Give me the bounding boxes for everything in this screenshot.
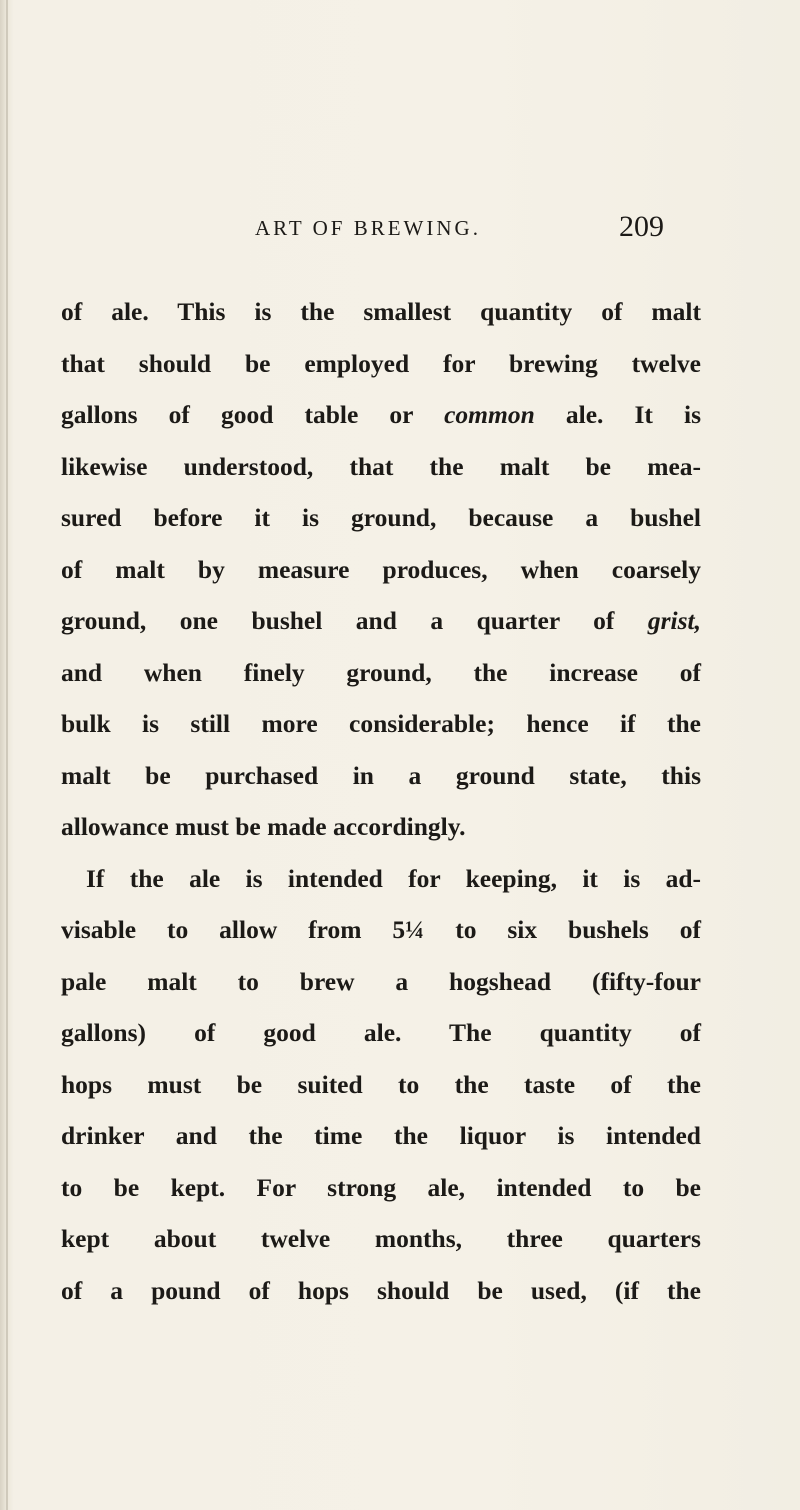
text-line: sured before it is ground, because a bushel <box>61 503 701 532</box>
text-line: of ale. This is the smallest quantity of malt <box>61 297 701 326</box>
text-line: to be kept. For strong ale, intended to be <box>61 1172 701 1202</box>
text-span: ground, one bushel and a quarter of <box>61 606 648 635</box>
text-line: allowance must be made accordingly. <box>61 812 466 841</box>
text-line: bulk is still more considerable; hence if the <box>61 709 701 738</box>
text-line: of a pound of hops should be used, (if the <box>61 1275 701 1305</box>
text-line: likewise understood, that the malt be mea- <box>61 451 701 481</box>
italic-word: grist, <box>647 606 701 635</box>
page-number: 209 <box>619 210 664 243</box>
text-line: If the ale is intended for keeping, it is ad- <box>86 863 701 893</box>
text-line: visable to allow from 5¼ to six bushels of <box>61 915 701 944</box>
body-text <box>61 286 701 1316</box>
running-head: ART OF BREWING. <box>255 216 481 240</box>
text-line: drinker and the time the liquor is intended <box>61 1121 701 1150</box>
text-line: and when finely ground, the increase of <box>61 657 701 687</box>
text-line: hops must be suited to the taste of the <box>61 1069 701 1099</box>
text-line: that should be employed for brewing twelve <box>61 348 701 378</box>
text-span: ale. It is <box>534 400 701 429</box>
text-line <box>61 595 701 647</box>
text-line: kept about twelve months, three quarters <box>61 1224 701 1253</box>
text-line: gallons) of good ale. The quantity of <box>61 1018 701 1047</box>
text-line: pale malt to brew a hogshead (fifty-four <box>61 966 701 996</box>
page-header <box>0 210 800 246</box>
text-span: gallons of good table or <box>61 400 445 429</box>
text-line: of malt by measure produces, when coarsely <box>61 554 701 584</box>
text-line <box>61 389 701 441</box>
italic-word: common <box>444 400 535 429</box>
text-line: malt be purchased in a ground state, this <box>61 760 701 790</box>
